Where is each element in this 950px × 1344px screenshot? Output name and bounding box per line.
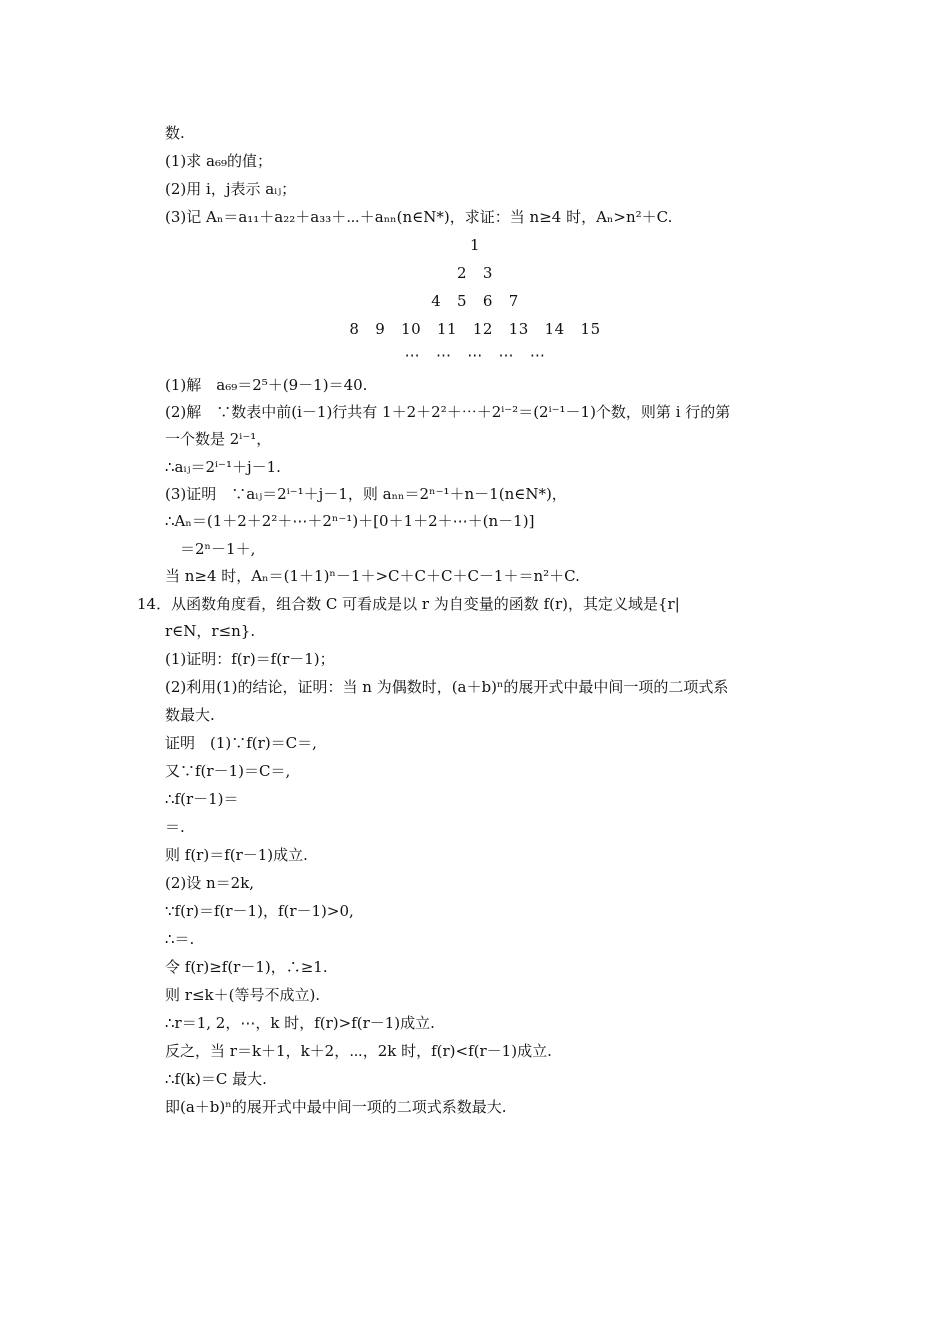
triangle-row: 8 9 10 11 12 13 14 15 xyxy=(349,320,601,338)
triangle-row: 1 xyxy=(469,236,481,254)
solution-line: ＝2ⁿ－1＋, xyxy=(165,540,256,558)
proof-line: ∴＝. xyxy=(165,930,195,948)
proof-line: 则 r≤k＋(等号不成立). xyxy=(165,986,321,1004)
question-part-2-cont: 数最大. xyxy=(165,706,215,724)
question-part-1: (1)证明：f(r)＝f(r－1)； xyxy=(165,650,335,668)
question-part-3: (3)记 Aₙ＝a₁₁＋a₂₂＋a₃₃＋⋯＋aₙₙ(n∈N*)，求证：当 n≥4 时，Aₙ>n²＋C. xyxy=(165,208,673,226)
solution-line: (3)证明 ∵aᵢⱼ＝2ⁱ⁻¹＋j－1，则 aₙₙ＝2ⁿ⁻¹＋n－1(n∈N*)， xyxy=(165,485,567,503)
solution-line: (2)解 ∵数表中前(i－1)行共有 1＋2＋2²＋⋯＋2ⁱ⁻²＝(2ⁱ⁻¹－1)个数，则第 i 行的第 xyxy=(165,403,731,421)
question-part-1: (1)求 a₆₉的值； xyxy=(165,152,272,170)
proof-line: 反之，当 r＝k＋1，k＋2，⋯，2k 时，f(r)<f(r－1)成立. xyxy=(165,1042,552,1060)
solution-line: 当 n≥4 时，Aₙ＝(1＋1)ⁿ－1＋>C＋C＋C＋C－1＋＝n²＋C. xyxy=(165,567,580,585)
proof-line: ∴r＝1, 2，⋯，k 时，f(r)>f(r－1)成立. xyxy=(165,1014,435,1032)
proof-line: 则 f(r)＝f(r－1)成立. xyxy=(165,846,308,864)
solution-line: 一个数是 2ⁱ⁻¹， xyxy=(165,430,272,448)
proof-line: 证明 (1)∵f(r)＝C＝, xyxy=(165,734,317,752)
proof-line: 令 f(r)≥f(r－1)，∴≥1. xyxy=(165,958,328,976)
solution-line: (1)解 a₆₉＝2⁵＋(9－1)＝40. xyxy=(165,376,368,394)
question-14-cont: r∈N，r≤n}. xyxy=(165,622,256,640)
proof-line: ＝. xyxy=(165,818,185,836)
solution-line: ∴aᵢⱼ＝2ⁱ⁻¹＋j－1. xyxy=(165,458,281,476)
proof-line: (2)设 n＝2k, xyxy=(165,874,255,892)
proof-line: ∴f(r－1)＝ xyxy=(165,790,239,808)
solution-line: ∴Aₙ＝(1＋2＋2²＋⋯＋2ⁿ⁻¹)＋[0＋1＋2＋⋯＋(n－1)] xyxy=(165,512,535,530)
question-part-2: (2)用 i，j表示 aᵢⱼ； xyxy=(165,180,297,198)
question-14: 14．从函数角度看，组合数 C 可看成是以 r 为自变量的函数 f(r)，其定义域是{r| xyxy=(137,595,680,613)
question-part-2: (2)利用(1)的结论，证明：当 n 为偶数时，(a＋b)ⁿ的展开式中最中间一项的二项式系 xyxy=(165,678,729,696)
triangle-row: 4 5 6 7 xyxy=(431,292,519,310)
text-line: 数. xyxy=(165,124,185,142)
triangle-row: 2 3 xyxy=(457,264,493,282)
proof-line: ∵f(r)＝f(r－1)，f(r－1)>0, xyxy=(165,902,354,920)
proof-line: ∴f(k)＝C 最大. xyxy=(165,1070,267,1088)
proof-line: 又∵f(r－1)＝C＝, xyxy=(165,762,291,780)
triangle-row: ⋯ ⋯ ⋯ ⋯ ⋯ xyxy=(404,346,546,364)
proof-conclusion: 即(a＋b)ⁿ的展开式中最中间一项的二项式系数最大. xyxy=(165,1098,507,1116)
